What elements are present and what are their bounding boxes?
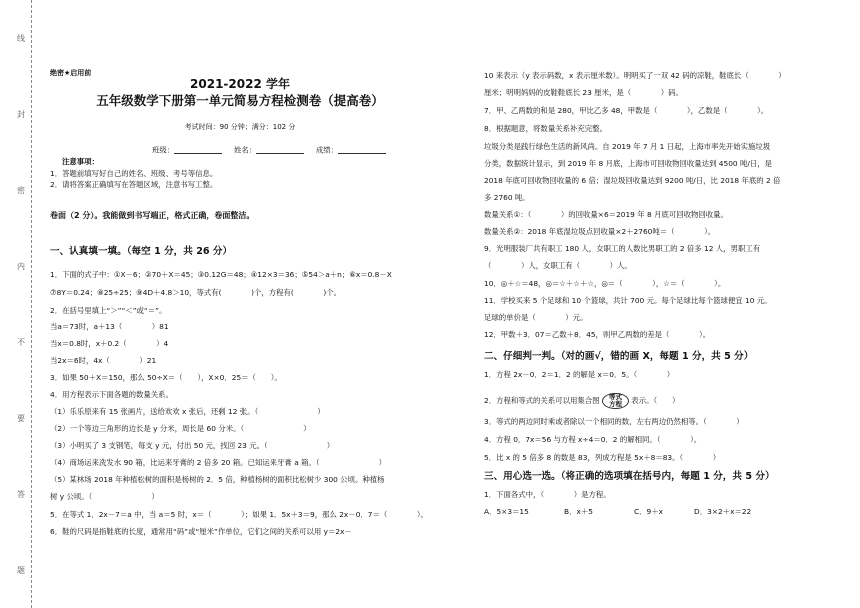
- score-blank[interactable]: [338, 146, 386, 154]
- q2-stem: 2．在括号里填上“＞”“＜”或“＝”。: [50, 306, 167, 315]
- s3-q1-option-b: B．x＋5: [564, 507, 593, 516]
- s2-q2-pre: 2．方程和等式的关系可以用集合图: [484, 396, 600, 406]
- q9-line2: （ ）人，女职工有（ ）人。: [484, 261, 632, 270]
- q8-stem: 8．根据题意，将数量关系补充完整。: [484, 124, 607, 133]
- q5: 5．在等式 1．2x－7＝a 中，当 a＝5 时，x＝（ ）；如果 1．5x＋3＝9，那么 2x－0．7＝（ ）。: [50, 510, 428, 519]
- q1-line1: 1．下面的式子中：①X－6；②70＋X＝45；③0.12G＝48；④12×3＝36；⑤54＞a＋n；⑥x＝0.8－X: [50, 270, 392, 279]
- q4-2: （2）一个等边三角形的边长是 y 分米，周长是 60 分米。（ ）: [50, 424, 311, 433]
- q4-3: （3）小明买了 3 支钢笔，每支 y 元，付出 50 元，找回 23 元。（ ）: [50, 441, 335, 450]
- s2-q2-post: 表示。（ ）: [631, 396, 680, 406]
- s2-q5: 5．比 x 的 5 倍多 8 的数是 83，列成方程是 5x＋8＝83。（ ）: [484, 453, 721, 462]
- section1-title: 一、认真填一填。（每空 1 分，共 26 分）: [50, 246, 233, 257]
- q8-para-4: 多 2760 吨。: [484, 193, 530, 202]
- section2-title: 二、仔细判一判。（对的画√，错的画 X，每题 1 分，共 5 分）: [484, 351, 754, 362]
- q8-para-1: 垃圾分类是践行绿色生活的新风尚。自 2019 年 7 月 1 日起，上海市率先开始实施垃圾: [484, 142, 771, 151]
- info-fields: [152, 146, 386, 154]
- q8-para-2: 分类，数据统计显示，到 2019 年 8 月底，上海市可回收物回收量达到 4500 吨/日，是: [484, 159, 773, 168]
- section3-title: 三、用心选一选。（将正确的选项填在括号内，每题 1 分，共 5 分）: [484, 471, 775, 482]
- note-1: 1．答题前填写好自己的姓名、班级、考号等信息。: [50, 169, 218, 178]
- binding-char: 密: [17, 185, 25, 195]
- q12: 12．甲数＋3．07＝乙数＋8．45，则甲乙两数的差是（ ）。: [484, 330, 711, 339]
- q11-line2: 足球的单价是（ ）元。: [484, 313, 588, 322]
- binding-char: 答: [17, 489, 25, 499]
- title-year: 2021-2022 学年: [190, 77, 290, 91]
- score-label: 成绩：: [315, 145, 339, 155]
- binding-char: 要: [17, 413, 25, 423]
- q3: 3．如果 50＋X＝150，那么 50÷X＝（ ），X×0．25＝（ ）。: [50, 373, 282, 382]
- s3-q1: 1．下面各式中，（ ）是方程。: [484, 490, 611, 499]
- binding-char: 题: [17, 565, 25, 575]
- class-label: 班级：: [152, 145, 175, 155]
- set-diagram-inner: 方程: [608, 400, 622, 409]
- s3-q1-option-c: C．9＋x: [634, 507, 664, 516]
- s2-q1: 1．方程 2x－0．2＝1．2 的解是 x＝0．5。（ ）: [484, 370, 675, 379]
- q2-c: 当2x＝6时，4x（ ）21: [50, 356, 157, 365]
- q6-line2: 10 来表示（y 表示码数，x 表示厘米数）。明明买了一双 42 码的凉鞋，鞋底长（ ）: [484, 71, 786, 80]
- name-label: 姓名：: [233, 145, 257, 155]
- q4-4: （4）商场运来洗发水 90 箱，比运来牙膏的 2 倍多 20 箱。已知运来牙膏 a 箱。（ ）: [50, 458, 387, 467]
- q6-line1: 6．鞋的尺码是指鞋底的长度，通常用“码”或“厘米”作单位，它们之间的关系可以用 y＝2x－: [50, 527, 352, 536]
- note-2: 2．请将答案正确填写在答题区域，注意书写工整。: [50, 180, 218, 189]
- q9-line1: 9．光明服装厂共有职工 180 人，女职工的人数比男职工的 2 倍多 12 人，男职工有: [484, 244, 761, 253]
- s3-q1-option-d: D．3×2＋x＝22: [694, 507, 752, 516]
- binding-char: 线: [17, 33, 25, 43]
- q4-1: （1）乐乐原来有 15 张画片，送给欢欢 x 张后，还剩 12 张。（ ）: [50, 407, 325, 416]
- name-blank[interactable]: [256, 146, 304, 154]
- q1-line2: ⑦8Y＝0.24；⑧25÷25；⑨4D＋4.8＞10，等式有( )个，方程有( )个。: [50, 288, 342, 297]
- q4-stem: 4．用方程表示下面各题的数量关系。: [50, 390, 173, 399]
- page-title: 五年级数学下册第一单元简易方程检测卷（提高卷）: [96, 93, 384, 108]
- q11-line1: 11．学校买来 5 个足球和 10 个篮球，共计 700 元。每个足球比每个篮球便宜 10 元。: [484, 296, 772, 305]
- q4-5-line1: （5）某林场 2018 年种植松树的面积是杨树的 2．5 倍，种植杨树的面积比松树少 300 公顷。种植杨: [50, 475, 385, 484]
- binding-margin: [0, 0, 44, 608]
- notes-title: 注意事项：: [62, 157, 99, 166]
- q6-line3: 厘米；明明妈妈的皮鞋鞋底长 23 厘米，是（ ）码。: [484, 88, 683, 97]
- secret-label: 绝密★启用前: [50, 69, 92, 77]
- s3-q1-option-a: A．5×3＝15: [484, 507, 529, 516]
- binding-text: [14, 0, 28, 608]
- q7: 7．甲、乙两数的和是 280，甲比乙多 48，甲数是（ ），乙数是（ ）。: [484, 106, 769, 115]
- neatness-note: 卷面（2 分）。我能做到书写端正，格式正确，卷面整洁。: [50, 211, 255, 220]
- binding-char: 不: [17, 337, 25, 347]
- s2-q2: [484, 393, 679, 409]
- class-blank[interactable]: [174, 146, 222, 154]
- s2-q4: 4．方程 0．7x＝56 与方程 x÷4＝0．2 的解相同。（ ）。: [484, 435, 702, 444]
- binding-char: 封: [17, 109, 25, 119]
- q4-5-line2: 树 y 公顷。（ ）: [50, 492, 159, 501]
- q8-relation-2: 数量关系②：2018 年底湿垃圾点回收量×2＋2760吨＝（ ）。: [484, 227, 716, 236]
- q10: 10．◎＋☆＝48，◎＝☆＋☆＋☆，◎＝（ ），☆＝（ ）。: [484, 279, 726, 288]
- binding-dashed-line: [31, 0, 32, 608]
- q2-a: 当a＝73时，a＋13（ ）81: [50, 322, 169, 331]
- q8-relation-1: 数量关系①：（ ）的回收量×6＝2019 年 8 月底可回收物回收量。: [484, 210, 728, 219]
- binding-char: 内: [17, 261, 25, 271]
- set-diagram: [602, 393, 629, 409]
- set-diagram-outer: 等式: [608, 393, 622, 401]
- q8-para-3: 2018 年底可回收物回收量的 6 倍；湿垃圾回收量达到 9200 吨/日，比 2018 年底的 2 倍: [484, 176, 781, 185]
- exam-info: 考试时间：90 分钟；满分：102 分: [184, 123, 296, 131]
- s2-q3: 3．等式的两边同时乘或者除以一个相同的数，左右两边仍然相等。（ ）: [484, 417, 744, 426]
- q2-b: 当x＝0.8时，x＋0.2（ ）4: [50, 339, 169, 348]
